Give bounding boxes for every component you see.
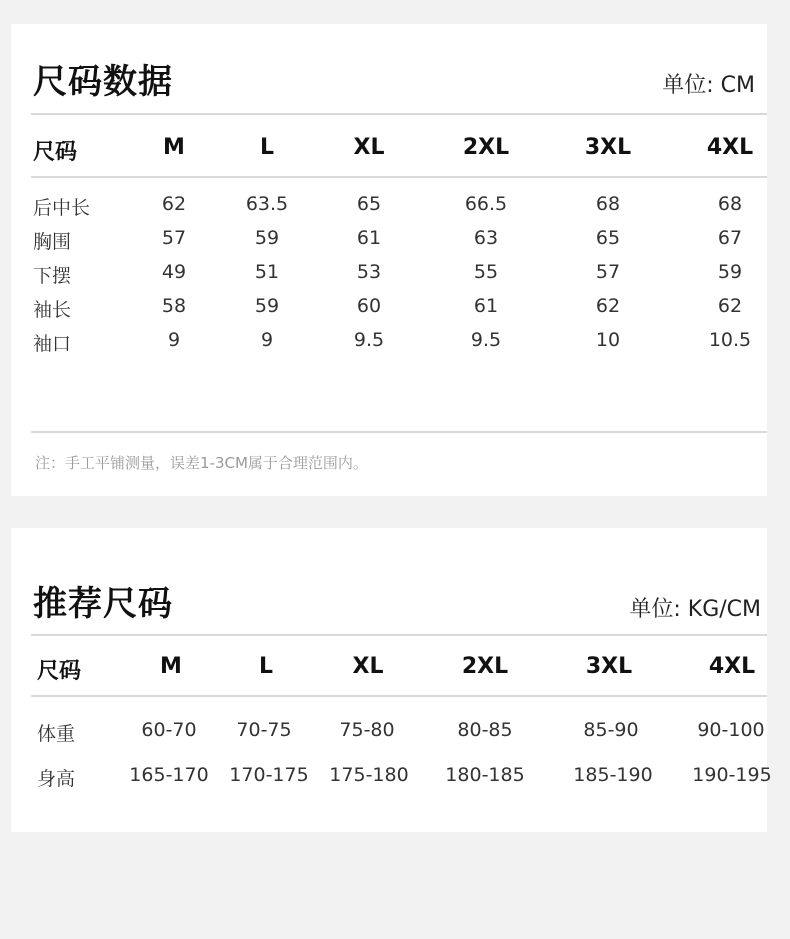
table-cell: 67	[717, 227, 743, 249]
table-cell: 57	[595, 261, 621, 283]
table-cell: 68	[717, 193, 743, 215]
table-cell: 57	[161, 227, 187, 249]
recommended-size-title: 推荐尺码	[33, 584, 173, 624]
table-cell: 9.5	[353, 329, 385, 351]
table-cell: 62	[161, 193, 187, 215]
header-size-l: L	[258, 654, 274, 679]
size-data-unit: 单位: CM	[662, 73, 755, 98]
divider	[31, 431, 767, 433]
divider	[31, 695, 767, 697]
table-cell: 75-80	[339, 719, 395, 741]
row-label: 袖长	[33, 299, 72, 321]
table-cell: 62	[717, 295, 743, 317]
table-cell: 62	[595, 295, 621, 317]
table-cell: 85-90	[583, 719, 639, 741]
table-cell: 53	[356, 261, 382, 283]
table-cell: 10	[595, 329, 621, 351]
table-cell: 70-75	[236, 719, 292, 741]
recommended-size-card	[11, 528, 772, 832]
table-cell: 165-170	[129, 764, 209, 786]
table-cell: 9	[167, 329, 181, 351]
header-size-xl: XL	[352, 654, 384, 679]
header-size-m: M	[163, 135, 185, 160]
size-data-card	[11, 24, 767, 496]
table-cell: 58	[161, 295, 187, 317]
table-cell: 80-85	[457, 719, 513, 741]
header-size-4xl: 4XL	[706, 135, 754, 160]
table-cell: 63	[473, 227, 499, 249]
table-cell: 51	[254, 261, 280, 283]
size-data-title: 尺码数据	[33, 62, 173, 102]
table-cell: 9.5	[470, 329, 502, 351]
table-cell: 65	[595, 227, 621, 249]
table-cell: 10.5	[708, 329, 752, 351]
row-label: 体重	[37, 723, 76, 745]
measurement-note: 注：手工平铺测量，误差1-3CM属于合理范围内。	[35, 454, 368, 472]
row-label: 后中长	[33, 197, 91, 219]
header-size-4xl: 4XL	[708, 654, 756, 679]
header-size-2xl: 2XL	[461, 654, 509, 679]
table-cell: 55	[473, 261, 499, 283]
table-cell: 170-175	[229, 764, 309, 786]
table-cell: 190-195	[692, 764, 772, 786]
divider	[31, 113, 767, 115]
divider	[31, 634, 767, 636]
table-cell: 180-185	[445, 764, 525, 786]
recommended-size-unit: 单位: KG/CM	[629, 597, 761, 622]
header-size-label: 尺码	[37, 659, 82, 684]
header-size-xl: XL	[353, 135, 385, 160]
divider	[31, 176, 767, 178]
table-cell: 90-100	[697, 719, 765, 741]
table-cell: 9	[260, 329, 274, 351]
table-cell: 63.5	[245, 193, 289, 215]
table-cell: 49	[161, 261, 187, 283]
table-cell: 61	[356, 227, 382, 249]
row-label: 下摆	[33, 265, 72, 287]
table-cell: 59	[254, 295, 280, 317]
header-size-2xl: 2XL	[462, 135, 510, 160]
row-label: 身高	[37, 768, 76, 790]
table-cell: 175-180	[329, 764, 409, 786]
header-size-l: L	[259, 135, 275, 160]
table-cell: 66.5	[464, 193, 508, 215]
table-cell: 60	[356, 295, 382, 317]
table-cell: 59	[254, 227, 280, 249]
table-cell: 68	[595, 193, 621, 215]
table-cell: 185-190	[573, 764, 653, 786]
header-size-label: 尺码	[33, 140, 78, 165]
table-cell: 60-70	[141, 719, 197, 741]
row-label: 胸围	[33, 231, 72, 253]
table-cell: 65	[356, 193, 382, 215]
table-cell: 59	[717, 261, 743, 283]
header-size-3xl: 3XL	[584, 135, 632, 160]
header-size-3xl: 3XL	[585, 654, 633, 679]
table-cell: 61	[473, 295, 499, 317]
row-label: 袖口	[33, 333, 72, 355]
header-size-m: M	[160, 654, 182, 679]
